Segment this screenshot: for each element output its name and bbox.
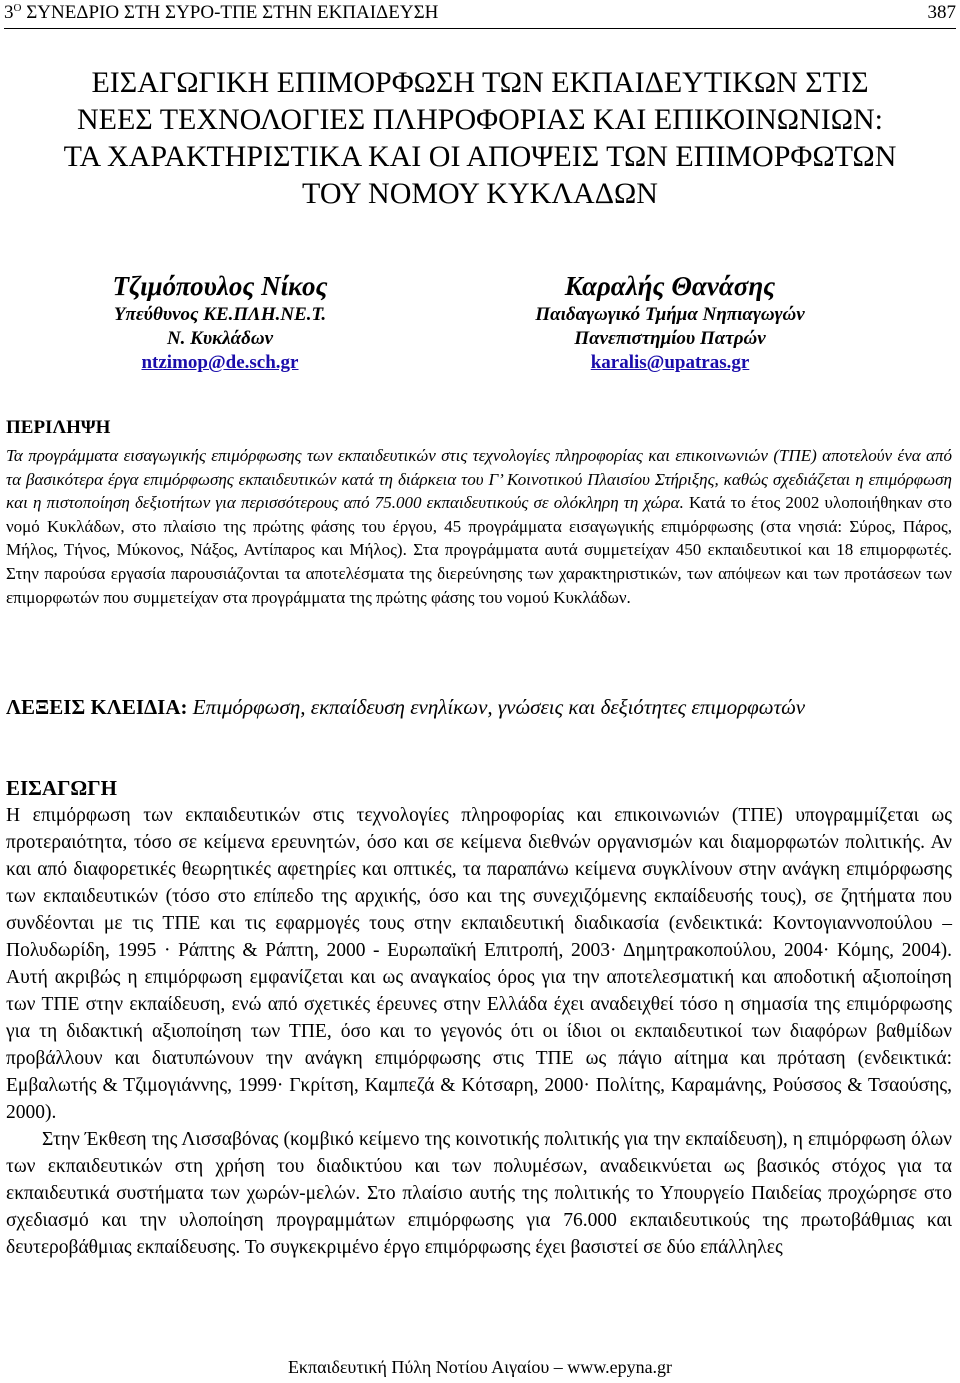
conference-title: ΣΥΝΕΔΡΙΟ ΣΤΗ ΣΥΡΟ-ΤΠΕ ΣΤΗΝ ΕΚΠΑΙΔΕΥΣΗ: [21, 2, 439, 23]
author-affiliation: Υπεύθυνος ΚΕ.ΠΛΗ.ΝΕ.Τ.: [113, 304, 327, 325]
author-affiliation: Πανεπιστημίου Πατρών: [574, 328, 766, 349]
author-email-link[interactable]: karalis@upatras.gr: [590, 352, 750, 373]
paper-title: [0, 64, 960, 212]
title-line: ΝΕΕΣ ΤΕΧΝΟΛΟΓΙΕΣ ΠΛΗΡΟΦΟΡΙΑΣ ΚΑΙ ΕΠΙΚΟΙΝΩΝΙΩΝ:: [76, 103, 884, 136]
page-number: 387: [927, 2, 956, 23]
author-block-1: [75, 270, 365, 375]
title-line: ΤΟΥ ΝΟΜΟΥ ΚΥΚΛΑΔΩΝ: [302, 177, 658, 210]
author-affiliation: Ν. Κυκλάδων: [166, 328, 274, 349]
conference-number: 3: [4, 2, 14, 23]
conference-name: [4, 2, 438, 24]
running-header: [4, 2, 956, 24]
author-name: Τζιμόπουλος Νίκος: [112, 271, 328, 301]
keywords: [6, 694, 952, 720]
ordinal-suffix: Ο: [13, 2, 22, 14]
introduction-body: [6, 802, 952, 1261]
abstract-italic-part: Τα προγράμματα εισαγωγικής επιμόρφωσης των εκπαιδευτικών στις τεχνολογίες πληροφορίας και επικοινωνιών (ΤΠΕ) αποτελούν ένα από τα βασικότερα έργα επιμόρφωσης εκπαιδευτικών κατά τη διάρκεια του Γ’ Κοινοτικού Πλαισίου Στήριξης, καθώς σχεδιάζεται η επιμόρφωση και η πιστοποίηση δεξιοτήτων για περισσότερους από 75.000 εκπαιδευτικούς σε ολόκληρη τη χώρα.: [6, 446, 952, 513]
title-line: ΤΑ ΧΑΡΑΚΤΗΡΙΣΤΙΚΑ ΚΑΙ ΟΙ ΑΠΟΨΕΙΣ ΤΩΝ ΕΠΙΜΟΡΦΩΤΩΝ: [63, 140, 897, 173]
keywords-value: Επιμόρφωση, εκπαίδευση ενηλίκων, γνώσεις και δεξιότητες επιμορφωτών: [192, 695, 806, 719]
title-line: ΕΙΣΑΓΩΓΙΚΗ ΕΠΙΜΟΡΦΩΣΗ ΤΩΝ ΕΚΠΑΙΔΕΥΤΙΚΩΝ ΣΤΙΣ: [91, 66, 869, 99]
abstract-normal-part: Κατά το έτος 2002 υλοποιήθηκαν στο νομό Κυκλάδων, στο πλαίσιο της πρώτης φάσης του έργου, 45 προγράμματα εισαγωγικής επιμόρφωσης (στα νησιά: Σύρος, Πάρος, Μήλος, Τήνος, Μύκονος, Νάξος, Αντίπαρος και Μήλος). Στα προγράμματα αυτά συμμετείχαν 450 εκπαιδευτικοί και 18 επιμορφωτές. Στην παρούσα εργασία παρουσιάζονται τα αποτελέσματα της διερεύνησης των χαρακτηριστικών, των απόψεων και των προτάσεων των επιμορφωτών που συμμετείχαν στα προγράμματα της πρώτης φάσης του νομού Κυκλάδων.: [6, 493, 952, 607]
header-rule: [4, 28, 956, 29]
paragraph: Στην Έκθεση της Λισσαβόνας (κομβικό κείμενο της κοινοτικής πολιτικής για την εκπαίδευση), η επιμόρφωση όλων των εκπαιδευτικών στη χρήση του διαδικτύου και των πολυμέσων, αναδεικνύεται ως βασικός στόχος για τα εκπαιδευτικά συστήματα των χωρών-μελών. Στο πλαίσιο αυτής της πολιτικής το Υπουργείο Παιδείας προχώρησε στο σχεδιασμό και την υλοποίηση προγραμμάτων επιμόρφωσης για 76.000 εκπαιδευτικούς της πρωτοβάθμιας και δευτεροβάθμιας εκπαίδευσης. Το συγκεκριμένο έργο επιμόρφωσης έχει βασιστεί σε δύο επάλληλες: [6, 1129, 952, 1258]
author-affiliation: Παιδαγωγικό Τμήμα Νηπιαγωγών: [535, 304, 805, 325]
paragraph: Η επιμόρφωση των εκπαιδευτικών στις τεχνολογίες πληροφορίας και επικοινωνιών (ΤΠΕ) υπογραμμίζεται ως προτεραιότητα, τόσο σε κείμενα ερευνητών, όσο και σε κείμενα διεθνών οργανισμών και διαμορφωτών πολιτικής. Αν και από διαφορετικές θεωρητικές αφετηρίες και οπτικές, τα παραπάνω κείμενα συγκλίνουν στην ανάγκη επιμόρφωσης των εκπαιδευτικών (τόσο στο επίπεδο της αρχικής, όσο και της συνεχιζόμενης εκπαίδευσής τους), σε ζητήματα που συνδέονται με τις ΤΠΕ και τις εφαρμογές τους στην εκπαιδευτική διαδικασία (ενδεικτικά: Κοντογιαννοπούλου – Πολυδωρίδη, 1995 · Ράπτης & Ράπτη, 2000 - Ευρωπαϊκή Επιτροπή, 2003· Δημητρακοπούλου, 2004· Κόμης, 2004). Αυτή ακριβώς η επιμόρφωση εμφανίζεται και ως αναγκαίος όρος για την αποτελεσματική και αποδοτική αξιοποίηση των ΤΠΕ στην εκπαίδευση, ενώ από σχετικές έρευνες στην Ελλάδα έχει αναδειχθεί τόσο η σημασία της επιμόρφωσης για τη διδακτική αξιοποίηση των ΤΠΕ, όσο και το γεγονός ότι οι ίδιοι οι εκπαιδευτικοί των διαφόρων βαθμίδων προβάλλουν και διατυπώνουν την ανάγκη επιμόρφωσης στις ΤΠΕ ως πάγιο αίτημα και πρόταση (ενδεικτικά: Εμβαλωτής & Τζιμογιάννης, 1999· Γκρίτση, Καμπεζά & Κότσαρη, 2000· Πολίτης, Καραμάνης, Ρούσσος & Τσαούσης, 2000).: [6, 805, 952, 1123]
abstract-heading: ΠΕΡΙΛΗΨΗ: [6, 417, 111, 438]
keywords-label: ΛΕΞΕΙΣ ΚΛΕΙΔΙΑ:: [6, 695, 188, 719]
author-email-link[interactable]: ntzimop@de.sch.gr: [141, 352, 299, 373]
abstract-text: [6, 444, 952, 609]
author-block-2: [490, 270, 850, 375]
introduction-heading: ΕΙΣΑΓΩΓΗ: [6, 776, 117, 800]
author-name: Καραλής Θανάσης: [564, 271, 776, 301]
page-footer: Εκπαιδευτική Πύλη Νοτίου Αιγαίου – www.epyna.gr: [287, 1357, 673, 1377]
